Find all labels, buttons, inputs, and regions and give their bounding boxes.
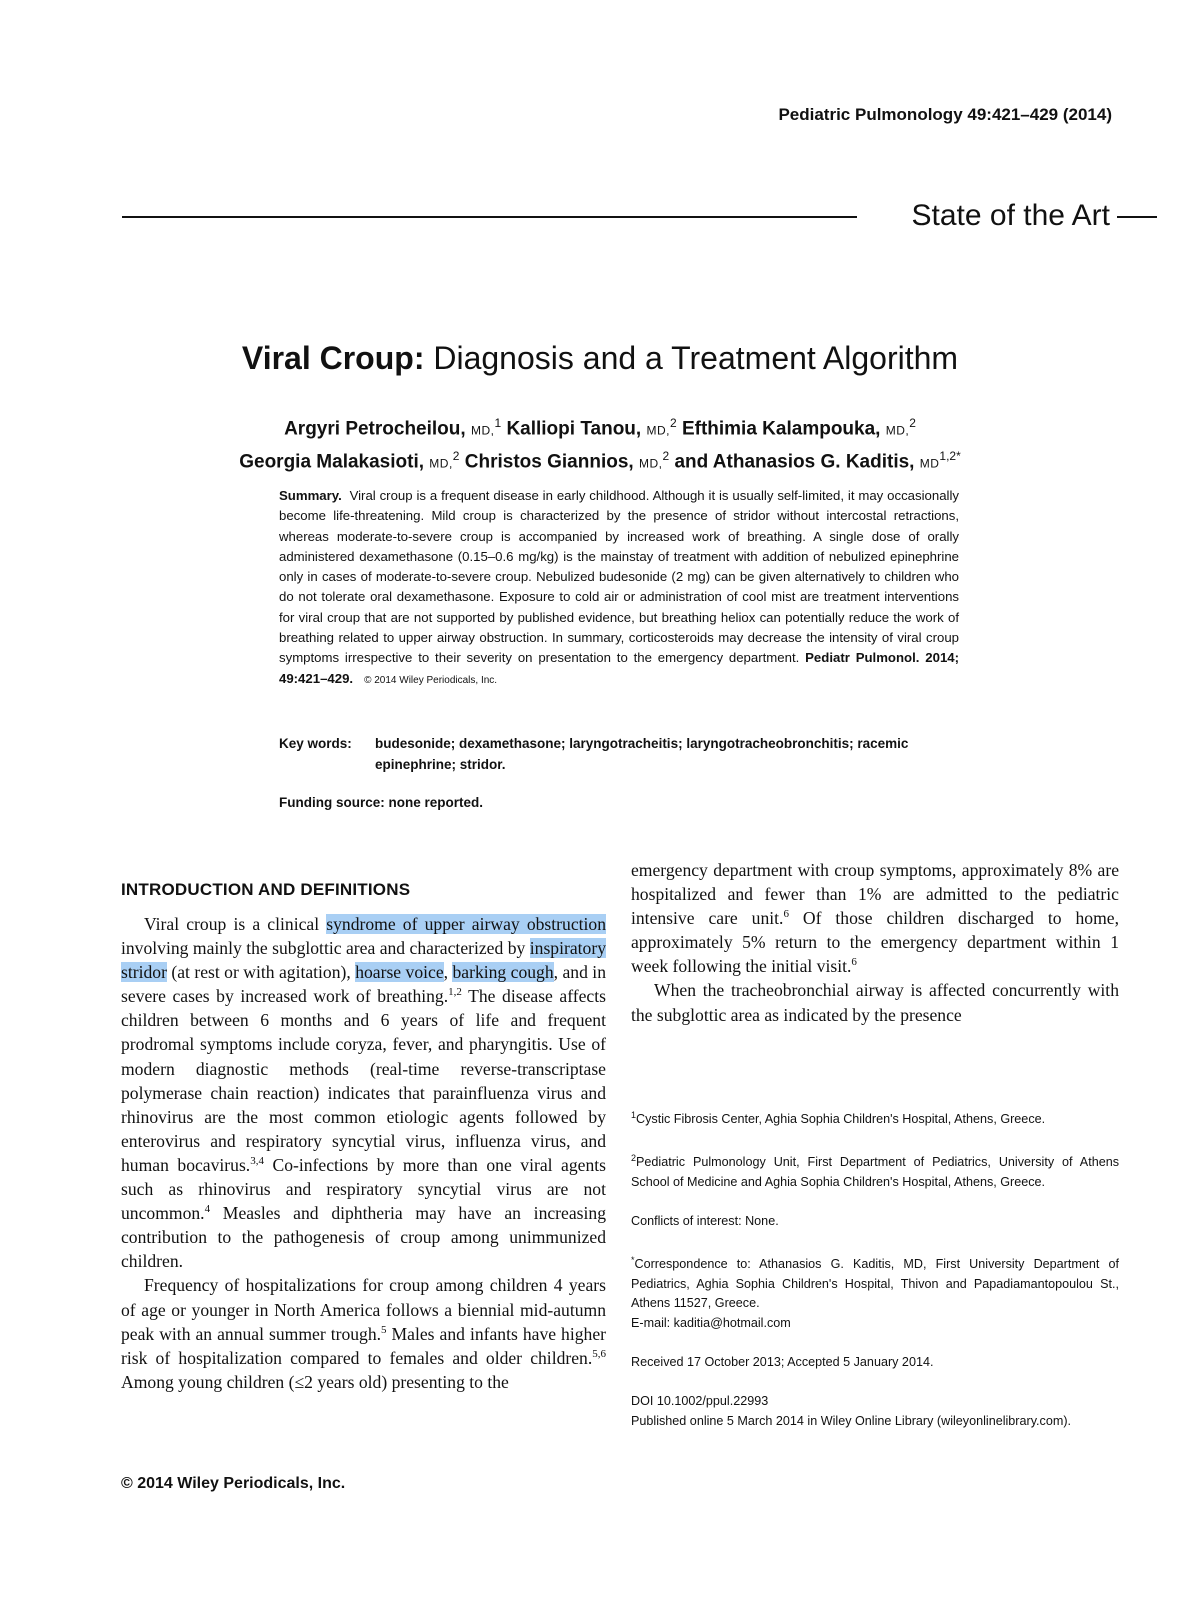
affiliation-2 <box>631 1149 1119 1193</box>
author-list <box>100 410 1100 477</box>
affiliation-number: 2 <box>631 1152 637 1163</box>
text-run: emergency department with croup symptoms, approximately 8% are hospitalized and fewer than 1% are admitted to the pediatric intensive care unit. <box>631 860 1119 929</box>
author-affiliation-mark: 2 <box>662 449 670 464</box>
abstract-text: Viral croup is a frequent disease in early childhood. Although it is usually self-limited, it may occasionally become life-threatening. Mild croup is characterized by the presence of stridor without intercostal retractions, whereas moderate-to-severe croup is accompanied by increased work of breathing. A single dose of orally administered dexamethasone (0.15–0.6 mg/kg) is the mainstay of treatment with addition of nebulized epinephrine only in cases of moderate-to-severe croup. Nebulized budesonide (2 mg) can be given alternatively to children who do not tolerate oral dexamethasone. Exposure to cold air or administration of cool mist are treatment interventions for viral croup that are not supported by published evidence, but breathing heliox can potentially reduce the work of breathing related to upper airway obstruction. In summary, corticosteroids may decrease the intensity of viral croup symptoms irrespective to their severity on presentation to the emergency department. <box>279 488 959 666</box>
author-affiliation-mark: 1 <box>494 416 502 430</box>
right-column <box>631 858 1119 1027</box>
author-name: Georgia Malakasioti, <box>239 451 425 473</box>
reference-mark[interactable]: 6 <box>783 908 789 921</box>
author-line-1 <box>100 410 1100 443</box>
body-paragraph <box>631 858 1119 978</box>
author-name: Argyri Petrocheilou, <box>284 418 466 440</box>
reference-mark[interactable]: 5 <box>381 1323 387 1336</box>
abstract <box>279 486 959 691</box>
left-column <box>121 880 606 1394</box>
received-dates: Received 17 October 2013; Accepted 5 January 2014. <box>631 1354 934 1369</box>
text-run: Frequency of hospitalizations for croup among children 4 years of age or younger in North America follows a biennial mid-autumn peak with an annual summer trough. <box>121 1275 606 1344</box>
body-paragraph: When the tracheobronchial airway is affected concurrently with the subglottic area as indicated by the presence <box>631 980 1119 1025</box>
body-paragraph <box>121 912 606 1273</box>
keywords-label: Key words: <box>279 736 352 751</box>
reference-mark[interactable]: 5,6 <box>592 1347 606 1360</box>
text-run: The disease affects children between 6 months and 6 years of life and frequent prodromal symptoms include coryza, fever, and pharyngitis. Use of modern diagnostic methods (real-time reverse-transcriptase polymerase chain reaction) indicates that parainfluenza virus and rhinovirus are the most common etiologic agents followed by enterovirus and respiratory syncytial virus, influenza virus, and human bocavirus. <box>121 986 606 1175</box>
affiliations-block <box>631 1106 1119 1450</box>
abstract-citation: Pediatr Pulmonol. 2014; 49:421–429. <box>279 650 960 686</box>
correspondence <box>631 1251 1119 1334</box>
affiliation-1 <box>631 1106 1119 1130</box>
funding-source: Funding source: none reported. <box>279 795 484 810</box>
author-affiliation-mark: 1,2* <box>939 449 961 464</box>
author-affiliation-mark: 2 <box>909 416 916 430</box>
author-name: Christos Giannios, <box>464 451 634 473</box>
author-affiliation-mark: 2 <box>452 449 460 464</box>
reference-mark[interactable]: 6 <box>851 956 857 969</box>
abstract-copyright: © 2014 Wiley Periodicals, Inc. <box>364 674 498 686</box>
text-run: Among young children (≤2 years old) presenting to the <box>121 1371 509 1392</box>
author-name: Kalliopi Tanou, <box>506 418 642 440</box>
banner-rule-left <box>122 216 857 218</box>
highlighted-text[interactable]: syndrome of upper airway obstruction <box>326 914 606 934</box>
text-run: Measles and diphtheria may have an increasing contribution to the pathogenesis of croup among unimmunized children. <box>121 1203 606 1272</box>
author-name: Efthimia Kalampouka, <box>681 418 881 440</box>
affiliation-text: Cystic Fibrosis Center, Aghia Sophia Children's Hospital, Athens, Greece. <box>636 1112 1046 1127</box>
affiliation-number: 1 <box>631 1110 637 1120</box>
section-label: State of the Art <box>911 199 1110 232</box>
text-run: , <box>443 962 453 983</box>
keywords-text: budesonide; dexamethasone; laryngotracheitis; laryngotracheobronchitis; racemic epinephrine; stridor. <box>375 736 909 772</box>
keywords <box>279 734 959 775</box>
title-bold-part: Viral Croup: <box>241 340 425 376</box>
affiliation-text: Pediatric Pulmonology Unit, First Department of Pediatrics, University of Athens School of Medicine and Aghia Sophia Children's Hospital, Athens, Greece. <box>631 1155 1119 1189</box>
text-run: (at rest or with agitation), <box>166 962 356 983</box>
reference-mark[interactable]: 3,4 <box>250 1155 264 1168</box>
reference-mark[interactable]: 1,2 <box>448 986 462 999</box>
author-degree: MD, <box>470 423 495 438</box>
text-run: Of those children discharged to home, approximately 5% return to the emergency department within 1 week following the initial visit. <box>631 908 1119 977</box>
section-banner <box>122 195 1167 237</box>
conflicts-of-interest: Conflicts of interest: None. <box>631 1213 779 1228</box>
correspondence-text: Correspondence to: Athanasios G. Kaditis, MD, First University Department of Pediatrics, Aghia Sophia Children's Hospital, Thivon and Papadiamantopoulou St., Athens 11527, Greece. <box>631 1256 1119 1311</box>
banner-rule-right <box>1117 216 1157 218</box>
title-rest: Diagnosis and a Treatment Algorithm <box>424 340 959 376</box>
author-degree: MD, <box>646 423 670 438</box>
article-title <box>100 340 1100 377</box>
doi[interactable]: DOI 10.1002/ppul.22993 <box>631 1393 769 1408</box>
section-heading: INTRODUCTION AND DEFINITIONS <box>121 880 411 899</box>
body-paragraph <box>121 1273 606 1393</box>
correspondence-email[interactable]: E-mail: kaditia@hotmail.com <box>631 1316 791 1331</box>
highlighted-text[interactable]: inspiratory stridor <box>121 938 606 983</box>
journal-reference: Pediatric Pulmonology 49:421–429 (2014) <box>778 105 1112 124</box>
author-name: and Athanasios G. Kaditis, <box>674 451 915 473</box>
publication-info <box>631 1392 1119 1432</box>
abstract-label: Summary. <box>279 488 342 503</box>
author-degree: MD <box>919 456 940 471</box>
text-run: involving mainly the subglottic area and characterized by <box>121 938 530 959</box>
correspondence-mark: * <box>631 1254 635 1265</box>
author-affiliation-mark: 2 <box>669 416 677 430</box>
author-degree: MD, <box>885 423 910 438</box>
author-degree: MD, <box>638 456 663 471</box>
text-run: , and in severe cases by increased work of breathing. <box>121 962 606 1007</box>
highlighted-text[interactable]: hoarse voice <box>355 962 444 983</box>
footer-copyright: © 2014 Wiley Periodicals, Inc. <box>121 1475 346 1492</box>
text-run: Co-infections by more than one viral agents such as rhinovirus and respiratory syncytial virus are not uncommon. <box>121 1154 606 1224</box>
highlighted-text[interactable]: barking cough <box>452 962 554 983</box>
author-degree: MD, <box>429 456 453 471</box>
text-run: Viral croup is a clinical <box>144 914 327 934</box>
reference-mark[interactable]: 4 <box>204 1203 211 1216</box>
text-run: Males and infants have higher risk of hospitalization compared to females and older children. <box>121 1323 606 1368</box>
author-line-2 <box>100 443 1100 476</box>
published-online: Published online 5 March 2014 in Wiley Online Library (wileyonlinelibrary.com). <box>631 1413 1072 1428</box>
